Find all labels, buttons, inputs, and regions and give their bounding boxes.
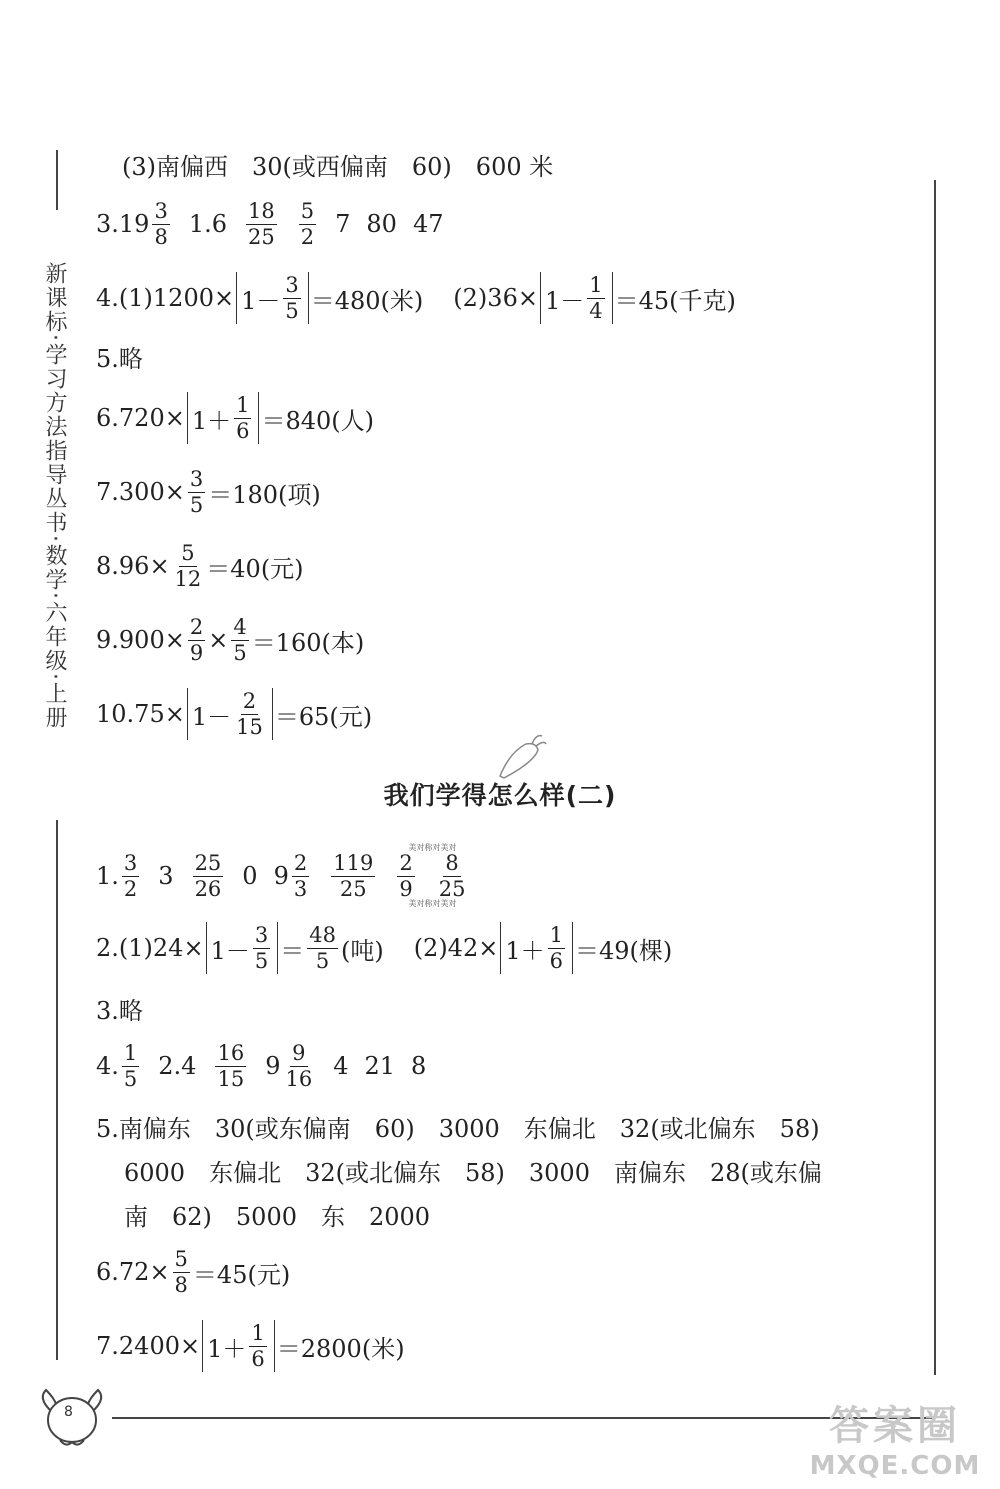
answer-item-7: 7.300× $\frac{3}{5}$ ＝180(项): [96, 467, 321, 517]
answer-item-4: 4. (1)1200× 1－ $\frac{3}{5}$ ＝480(米) (2)36× 1－ $\frac{1}{4}$ ＝45(千克): [96, 273, 736, 323]
bracket-expression: 1－ $\frac{1}{4}$: [540, 272, 613, 324]
left-rule-top: [56, 150, 58, 210]
bracket-expression: 1－ $\frac{3}{5}$: [236, 272, 309, 324]
answer-item-10: 10.75× 1－ $\frac{2}{15}$ ＝65(元): [96, 689, 373, 739]
series-title-sidebar: 新课标·学习方法指导丛书·数学·六年级·上册: [42, 262, 67, 730]
answer-item-s2-4: 4. $\frac{1}{5}$ 2.4 $\frac{16}{15}$ 9 $\frac{9}{16}$ 4 21 8: [96, 1041, 427, 1091]
answer-item-9: 9.900× $\frac{2}{9}$ × $\frac{4}{5}$ ＝160(本): [96, 615, 365, 665]
answer-item-s2-7: 7.2400× 1＋ $\frac{1}{6}$ ＝2800(米): [96, 1321, 405, 1371]
answer-item-s2-5-line2: 6000 东偏北 32(或北偏东 58) 3000 南偏东 28(或东偏: [124, 1158, 822, 1187]
answer-item-s2-2: 2. (1)24× 1－ $\frac{3}{5}$ ＝ $\frac{48}{5}$ (吨) (2)42× 1＋ $\frac{1}{6}$ ＝49(棵): [96, 923, 673, 973]
fraction: $\frac{3}{8}$: [154, 199, 168, 249]
page-number: 8: [64, 1404, 73, 1420]
answer-item-6: 6.720× 1＋ $\frac{1}{6}$ ＝840(人): [96, 393, 375, 443]
carrot-icon: [492, 732, 548, 782]
bracket-expression: 1＋ $\frac{1}{6}$: [202, 1320, 275, 1372]
answer-line-3-3: (3)南偏西 30(或西偏南 60) 600 米: [122, 152, 554, 181]
section-title: 我们学得怎么样(二): [383, 781, 617, 810]
answer-item-8: 8.96× $\frac{5}{12}$ ＝40(元): [96, 541, 304, 591]
annotated-fractions: 美对称对美对 $\frac{2}{9}$ $\frac{8}{25}$ 美对称对美对: [399, 843, 466, 908]
answer-item-5: 5.略: [96, 344, 143, 373]
watermark: 答案圈 MXQE.COM: [809, 1403, 981, 1481]
answer-item-3: 3. 19 $\frac{3}{8}$ 1.6 $\frac{18}{25}$ $\frac{5}{2}$ 7 80 47: [96, 199, 444, 249]
bracket-expression: 1－ $\frac{3}{5}$: [206, 922, 279, 974]
answer-item-s2-6: 6.72× $\frac{5}{8}$ ＝45(元): [96, 1247, 291, 1297]
answer-item-s2-5-line1: 5.南偏东 30(或东偏南 60) 3000 东偏北 32(或北偏东 58): [96, 1114, 820, 1143]
answer-item-s2-1: 1. $\frac{3}{2}$ 3 $\frac{25}{26}$ 0 9 $\frac{2}{3}$ $\frac{119}{25}$ 美对称对美对 $\frac{2}{9}$ $\frac{8}{25}$ 美对称对美对: [96, 846, 470, 906]
bracket-expression: 1＋ $\frac{1}{6}$: [500, 922, 573, 974]
fraction: $\frac{18}{25}$: [248, 199, 275, 249]
bracket-expression: 1＋ $\frac{1}{6}$: [187, 392, 260, 444]
left-rule-bottom: [56, 820, 58, 1360]
answer-item-s2-3: 3.略: [96, 996, 143, 1025]
bracket-expression: 1－ $\frac{2}{15}$: [187, 688, 273, 740]
fraction: $\frac{5}{2}$: [300, 199, 315, 249]
answer-item-s2-5-line3: 南 62) 5000 东 2000: [124, 1202, 431, 1231]
